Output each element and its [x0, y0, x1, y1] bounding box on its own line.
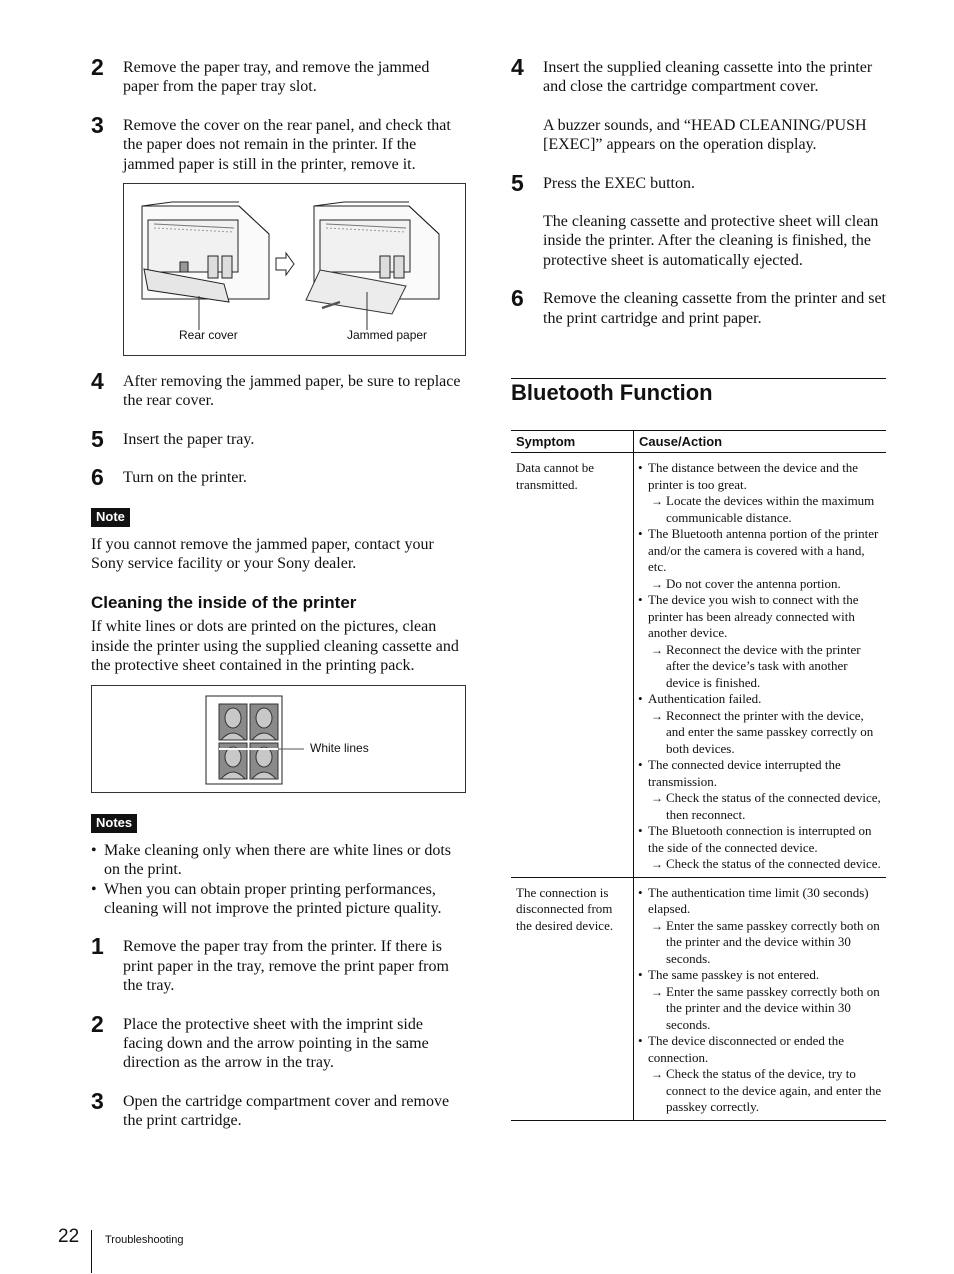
step-item [511, 285, 886, 328]
notes-item: • Make cleaning only when there are white lines or dots on the print. [91, 841, 466, 880]
arrow-right-icon: → [651, 791, 663, 806]
step-text: Insert the paper tray. [123, 430, 255, 448]
cause-text: • The same passkey is not entered. [648, 967, 820, 983]
page-number: 22 [58, 1226, 80, 1247]
step-text: Open the cartridge compartment cover and remove the print cartridge. [123, 1092, 450, 1130]
cause-item [638, 967, 882, 1033]
step-extra-text: A buzzer sounds, and “HEAD CLEANING/PUSH [EXEC]” appears on the operation display. [543, 116, 867, 154]
bluetooth-troubleshooting-table [511, 430, 886, 1121]
cause-text: • The distance between the device and the printer is too great. [648, 460, 859, 492]
step-text: Remove the paper tray, and remove the jammed paper from the paper tray slot. [123, 59, 430, 96]
cause-text: • Authentication failed. [648, 691, 762, 707]
table-header-row [511, 431, 886, 453]
action-item [648, 790, 882, 823]
step-number: 2 [91, 54, 104, 80]
step-extra-text: The cleaning cassette and protective sheet will clean inside the printer. After the cleaning is finished, the protective sheet is automatically ejected. [543, 213, 879, 269]
step-number: 5 [91, 425, 104, 452]
cause-item [638, 592, 882, 691]
action-item [648, 493, 882, 526]
figure-label-rear-cover: Rear cover [179, 328, 238, 343]
bluetooth-heading: Bluetooth Function [511, 378, 886, 406]
action-item [648, 856, 882, 873]
notes-badge: Notes [91, 814, 137, 833]
step-number: 3 [91, 1087, 104, 1114]
footer-section: Troubleshooting [105, 1234, 184, 1246]
figure-label-jammed-paper: Jammed paper [347, 328, 428, 343]
step-item [91, 464, 466, 491]
symptom-cell: Data cannot be transmitted. [511, 453, 634, 878]
cause-item [638, 691, 882, 757]
cause-text: • The Bluetooth connection is interrupted on the side of the connected device. [648, 823, 872, 855]
left-column [91, 54, 466, 1131]
cause-item [638, 823, 882, 873]
print-sample-illustration [92, 686, 465, 792]
cause-cell [634, 453, 887, 878]
action-item [648, 984, 882, 1034]
action-item [648, 642, 882, 692]
action-text: Enter the same passkey correctly both on the printer and the device within 30 seconds. [666, 917, 880, 966]
step-item [91, 1010, 466, 1073]
cause-list [638, 885, 882, 1116]
step-text: Press the EXEC button. [543, 174, 695, 192]
cause-list [638, 460, 882, 873]
action-text: Check the status of the connected device, then reconnect. [666, 790, 881, 822]
symptom-cell: The connection is disconnected from the desired device. [511, 877, 634, 1120]
step-number: 4 [91, 368, 104, 395]
arrow-right-icon: → [651, 708, 663, 723]
step-item [91, 368, 466, 411]
steps-paper-jam [91, 54, 466, 174]
arrow-right-icon: → [651, 857, 663, 872]
action-text: Check the status of the connected device. [666, 856, 881, 872]
cause-text: • The device you wish to connect with the printer has been already connected with another device. [648, 592, 859, 641]
step-item [91, 425, 466, 452]
cause-item [638, 885, 882, 968]
action-item [648, 708, 882, 758]
notes-block [91, 814, 466, 919]
action-text: Reconnect the device with the printer after the device’s task with another device is finished. [666, 641, 861, 690]
steps-after-removal [91, 368, 466, 491]
figure-label-white-lines: White lines [310, 740, 369, 755]
step-text: Remove the cover on the rear panel, and check that the paper does not remain in the printer. If the jammed paper is still in the printer, remove it. [123, 116, 451, 173]
step-number: 2 [91, 1010, 104, 1037]
step-number: 3 [91, 111, 104, 138]
arrow-right-icon: → [651, 494, 663, 509]
table-body [511, 453, 886, 1121]
steps-cleaning [91, 933, 466, 1130]
step-number: 1 [91, 933, 104, 960]
arrow-right-icon: → [651, 1067, 663, 1082]
note-text: If you cannot remove the jammed paper, contact your Sony service facility or your Sony dealer. [91, 535, 434, 573]
step-number: 6 [511, 285, 524, 312]
table-header-symptom: Symptom [511, 431, 634, 453]
white-lines-figure [91, 685, 466, 793]
arrow-right-icon: → [651, 576, 663, 591]
right-column [511, 54, 886, 1121]
step-item [511, 54, 886, 155]
arrow-right-icon: → [651, 918, 663, 933]
step-text: Insert the supplied cleaning cassette into the printer and close the cartridge compartment cover. [543, 59, 873, 96]
cause-item [638, 460, 882, 526]
step-item [91, 1087, 466, 1131]
step-text: After removing the jammed paper, be sure to replace the rear cover. [123, 373, 461, 410]
step-item [91, 111, 466, 174]
step-text: Remove the paper tray from the printer. If there is print paper in the tray, remove the print paper from the tray. [123, 938, 449, 995]
notes-list [91, 841, 466, 919]
arrow-right-icon: → [651, 984, 663, 999]
step-text: Remove the cleaning cassette from the printer and set the print cartridge and print paper. [543, 290, 886, 327]
cause-text: • The Bluetooth antenna portion of the printer and/or the camera is covered with a hand, etc. [648, 526, 879, 575]
note-block [91, 508, 466, 574]
cause-text: • The device disconnected or ended the connection. [648, 1033, 844, 1065]
action-text: Enter the same passkey correctly both on the printer and the device within 30 seconds. [666, 983, 880, 1032]
step-item [91, 54, 466, 97]
action-item [648, 918, 882, 968]
step-text: Place the protective sheet with the imprint side facing down and the arrow pointing in the same direction as the arrow in the tray. [123, 1015, 429, 1072]
step-text: Turn on the printer. [123, 469, 247, 487]
table-row [511, 877, 886, 1120]
action-item [648, 1066, 882, 1116]
notes-item: • When you can obtain proper printing performances, cleaning will not improve the printed picture quality. [91, 880, 466, 919]
footer-divider [91, 1230, 92, 1273]
cleaning-heading: Cleaning the inside of the printer [91, 593, 357, 613]
table-header-cause: Cause/Action [634, 431, 887, 453]
cause-text: • The authentication time limit (30 seconds) elapsed. [648, 884, 869, 917]
note-badge: Note [91, 508, 130, 527]
table-row [511, 453, 886, 878]
action-item [648, 576, 882, 593]
cause-item [638, 757, 882, 823]
printer-rear-figure [123, 183, 466, 356]
action-text: Locate the devices within the maximum communicable distance. [666, 493, 875, 525]
step-item [91, 933, 466, 995]
step-item [511, 169, 886, 271]
cause-cell [634, 877, 887, 1120]
action-text: Reconnect the printer with the device, and enter the same passkey correctly on both devices. [666, 707, 874, 756]
step-number: 4 [511, 54, 524, 80]
cause-item [638, 1033, 882, 1116]
action-text: Check the status of the device, try to connect to the device again, and enter the passkey correctly. [666, 1066, 882, 1115]
arrow-right-icon: → [651, 642, 663, 657]
cause-item [638, 526, 882, 592]
steps-cleaning-continued [511, 54, 886, 328]
cause-text: • The connected device interrupted the transmission. [648, 757, 841, 789]
action-text: Do not cover the antenna portion. [666, 575, 841, 591]
cleaning-text: If white lines or dots are printed on the pictures, clean inside the printer using the supplied cleaning cassette and the protective sheet contained in the printing pack. [91, 618, 459, 675]
step-number: 6 [91, 464, 104, 491]
step-number: 5 [511, 169, 524, 196]
